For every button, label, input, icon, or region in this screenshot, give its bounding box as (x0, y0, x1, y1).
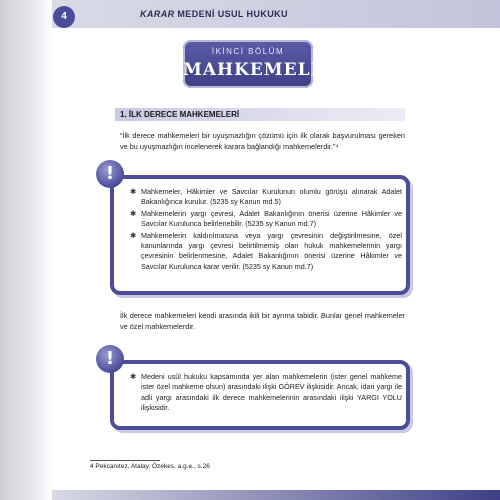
list-item: ✱ Mahkemelerin kaldırılmasına veya yargı çevresinin değiştirilmesine, özel kanunlarında yargı çevresi belirtilmemiş olan hukuk mahkemelerinin yargı çevresinin belirlenmesine, Adalet Bakanlığının önerisi üzerine Hâkimler ve Savcılar Kurulunca karar verilir. (5235 sy Kanun md.7) (130, 230, 402, 271)
footnote-divider (90, 460, 160, 461)
list-item: ✱ Mahkemelerin yargı çevresi, Adalet Bakanlığının önerisi üzerine Hâkimler ve Savcılar Kurulunca belirlenebilir. (5235 sy Kanun md.7) (130, 208, 402, 229)
list-item: ✱ Mahkemeler, Hâkimler ve Savcılar Kurulunun olumlu görüşü alınarak Adalet Bakanlığınca kurulur. (5235 sy Kanun md.5) (130, 187, 402, 207)
note-list-2 (130, 372, 402, 415)
running-header (140, 9, 288, 19)
bullet-star-icon: ✱ (130, 187, 137, 196)
header-brand: KARAR (140, 9, 175, 19)
classification-paragraph: İlk derece mahkemeleri kendi arasında ikili bir ayrıma tabidir. Bunlar genel mahkemeler ve özel mahkemelerdir. (120, 311, 405, 331)
bullet-star-icon: ✱ (130, 230, 137, 240)
bullet-star-icon: ✱ (130, 372, 137, 381)
list-item: ✱ Medeni usûl hukuku kapsamında yer alan mahkemelerin (ister genel mahkeme ister özel mahkeme olsun) arasındaki ilişki GÖREV ilişkisidir. Ancak, idari yargı ile adli yargı arasındaki ilk derece mahkemelerinin arasındaki ilişki YARGI YOLU ilişkisidir. (130, 372, 402, 413)
section-heading: 1. İLK DERECE MAHKEMELERİ (120, 110, 240, 119)
page-number: 4 (53, 6, 75, 28)
exclamation-icon: ! (96, 160, 124, 188)
bullet-star-icon: ✱ (130, 208, 137, 218)
note-list-1 (130, 187, 402, 273)
header-book-title: MEDENİ USUL HUKUKU (174, 9, 288, 19)
footnote: 4 Pekcanıtez, Atalay, Özekes, a.g.e., s.26 (90, 463, 210, 470)
chapter-label: İKİNCİ BÖLÜM (211, 47, 285, 56)
exclamation-icon: ! (96, 345, 124, 373)
page-gutter (0, 0, 52, 500)
chapter-banner (183, 40, 340, 88)
definition-paragraph: “İlk derece mahkemeleri bir uyuşmazlığın çözümü için ilk olarak başvurulması gereken ve bu uyuşmazlığın incelenerek karara bağlandığı mahkemelerdir.”⁴ (120, 131, 405, 151)
note-box-2 (110, 360, 410, 430)
chapter-title: MAHKEMELER (183, 60, 340, 80)
footer-band (52, 490, 500, 500)
note-box-1 (110, 175, 410, 295)
